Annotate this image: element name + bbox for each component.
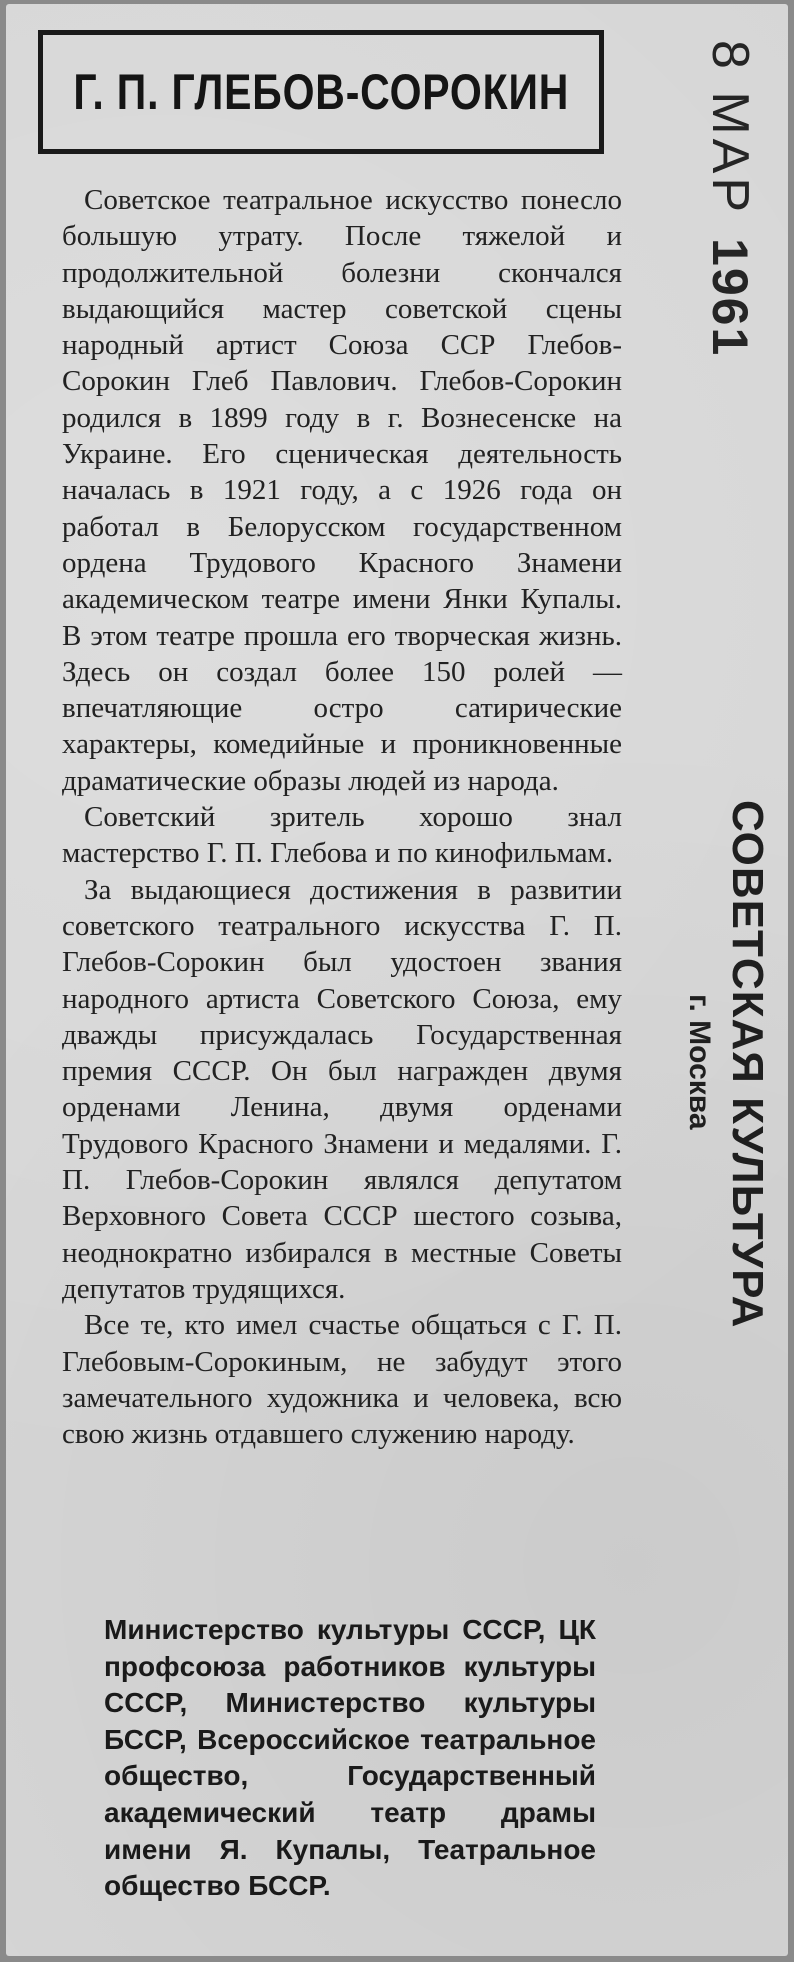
- headline-frame: [38, 30, 604, 154]
- article-paragraph: Советский зритель хорошо знал мастерство Г. П. Глебова и по кинофильмам.: [62, 801, 622, 870]
- source-stamp-publication: СОВЕТСКАЯ КУЛЬТУРА: [723, 800, 772, 1329]
- signatories: Министерство культуры СССР, ЦК профсоюза работников культуры СССР, Министерство культуры БССР, Всероссийское театральное общество, Государственный академический театр драмы имени Я. Купалы, Театральное общество БССР.: [104, 1614, 596, 1902]
- date-stamp: [700, 40, 760, 357]
- article-paragraph: За выдающиеся достижения в развитии советского театрального искусства Г. П. Глебов-Сорокин был удостоен звания народного артиста Советского Союза, ему дважды присуждалась Государственная премия СССР. Он был награжден двумя орденами Ленина, двумя орденами Трудового Красного Знамени и медалями. Г. П. Глебов-Сорокин являлся депутатом Верховного Совета СССР шестого созыва, неоднократно избирался в местные Советы депутатов трудящихся.: [62, 873, 622, 1305]
- article-body: [62, 182, 622, 1452]
- newspaper-clipping: [6, 4, 788, 1956]
- article-paragraph: Все те, кто имел счастье общаться с Г. П. Глебовым-Сорокиным, не забудут этого замечательного художника и человека, всю свою жизнь отдавшего служению народу.: [62, 1309, 622, 1451]
- article-paragraph: Советское театральное искусство понесло большую утрату. После тяжелой и продолжительной болезни скончался выдающийся мастер советской сцены народный артист Союза ССР Глебов-Сорокин Глеб Павлович. Глебов-Сорокин родился в 1899 году в г. Вознесенске на Украине. Его сценическая деятельность началась в 1921 году, а с 1926 года он работал в Белорусском государственном ордена Трудового Красного Знамени академическом театре имени Янки Купалы. В этом театре прошла его творческая жизнь. Здесь он создал более 150 ролей — впечатляющие остро сатирические характеры, комедийные и проникновенные драматические образы людей из народа.: [62, 184, 622, 797]
- source-stamp: [682, 800, 772, 1328]
- source-stamp-city: г. Москва: [683, 994, 716, 1130]
- date-stamp-year: 1961: [702, 238, 758, 358]
- date-stamp-day-month: 8 МАР: [701, 40, 759, 217]
- headline: Г. П. ГЛЕБОВ-СОРОКИН: [73, 64, 569, 120]
